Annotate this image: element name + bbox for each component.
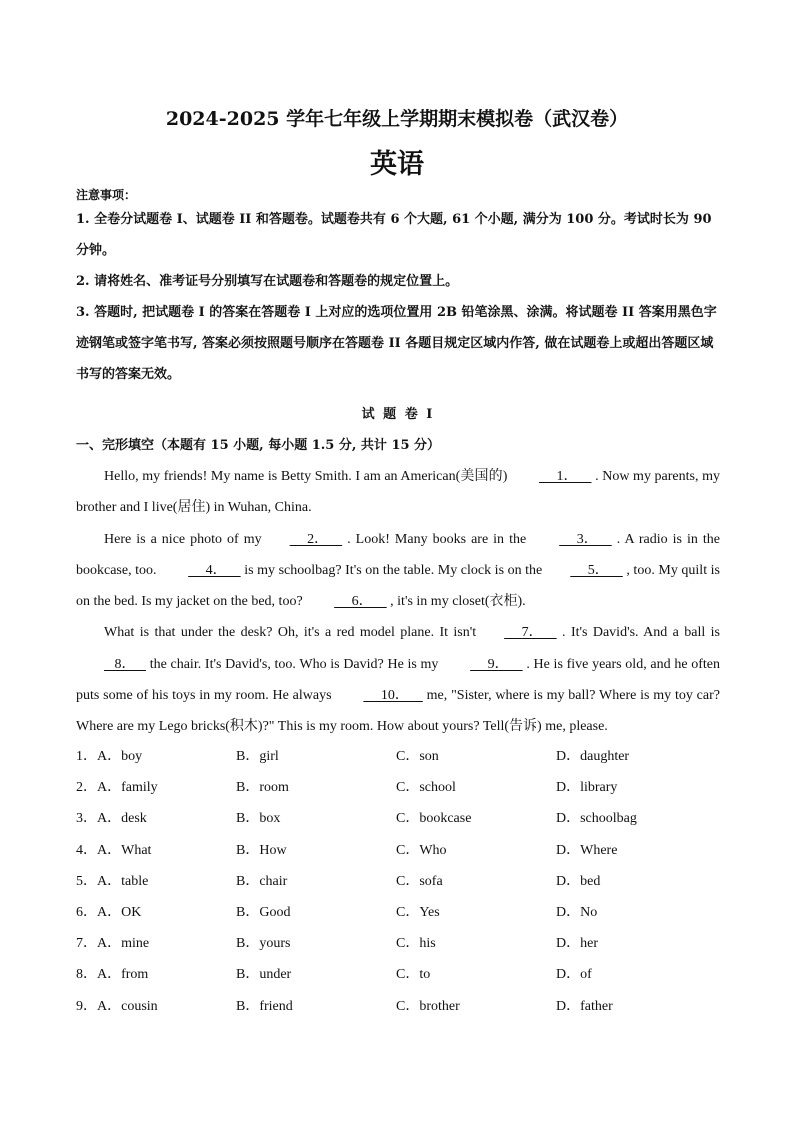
question-options-6 bbox=[76, 897, 736, 928]
option-a: 6．A．OK bbox=[76, 904, 142, 920]
option-c: C．to bbox=[396, 967, 431, 983]
blank-2: 2． bbox=[289, 531, 343, 547]
option-c: C．Who bbox=[396, 842, 447, 858]
passage-text: me, "Sister, where is my ball? Where is my toy car? Where are my Lego bricks(积木)?" This is my room. How about yours? Tell(告诉) me, please. bbox=[76, 688, 720, 735]
subject-title: 英语 bbox=[370, 149, 424, 180]
option-c: C．his bbox=[396, 936, 436, 952]
passage-text: . A radio is in the bookcase, too. bbox=[76, 531, 720, 578]
option-a: 7．A．mine bbox=[76, 936, 150, 952]
option-d: D．of bbox=[556, 967, 592, 983]
options-list bbox=[76, 741, 736, 1022]
passage-paragraph-2 bbox=[76, 524, 720, 618]
passage-text: Hello, my friends! My name is Betty Smith. I am an American(美国的) bbox=[104, 469, 511, 484]
option-b: B．girl bbox=[236, 749, 279, 764]
blank-4: 4． bbox=[188, 562, 241, 578]
question-options-5 bbox=[76, 866, 736, 897]
option-b: B．yours bbox=[236, 936, 291, 952]
question-options-8 bbox=[76, 959, 736, 990]
option-d: D．father bbox=[556, 998, 613, 1014]
question-options-2 bbox=[76, 772, 736, 803]
note-item-2: 2. 请将姓名、准考证号分别填写在试题卷和答题卷的规定位置上。 bbox=[76, 274, 459, 289]
question-options-9 bbox=[76, 991, 736, 1022]
option-c: C．sofa bbox=[396, 873, 443, 889]
passage-text: , too. My quilt is on the bed. Is my jacket on the bed, too? bbox=[76, 562, 720, 610]
blank-9: 9． bbox=[470, 656, 523, 672]
option-a: 3．A．desk bbox=[76, 811, 147, 827]
option-b: B．box bbox=[236, 811, 281, 827]
question-options-4 bbox=[76, 835, 736, 866]
passage-text: , it's in my closet(衣柜). bbox=[386, 594, 526, 610]
option-d: D．No bbox=[556, 904, 598, 920]
option-b: B．room bbox=[236, 780, 289, 796]
option-c: C．Yes bbox=[396, 904, 440, 920]
option-d: D．daughter bbox=[556, 749, 630, 764]
passage-text: Here is a nice photo of my bbox=[104, 531, 262, 547]
option-d: D．schoolbag bbox=[556, 811, 637, 827]
question-options-3 bbox=[76, 803, 736, 834]
option-b: B．under bbox=[236, 967, 292, 983]
blank-7: 7． bbox=[504, 625, 557, 641]
option-b: B．chair bbox=[236, 873, 288, 889]
question-options-1 bbox=[76, 741, 736, 772]
note-item-3: 3. 答题时, 把试题卷 I 的答案在答题卷 I 上对应的选项位置用 2B 铅笔涂黑、涂满。将试题卷 II 答案用黑色字迹钢笔或签字笔书写, 答案必须按照题号顺序在答题卷 II 各题目规定区域内作答, 做在试题卷上或超出答题区域书写的答案无效。 bbox=[76, 305, 717, 382]
passage-text: . Now my parents, my brother and I live(居住) in Wuhan, China. bbox=[76, 469, 720, 516]
passage-paragraph-1 bbox=[76, 461, 720, 524]
option-a: 9．A．cousin bbox=[76, 998, 158, 1014]
option-a: 8．A．from bbox=[76, 967, 149, 983]
option-c: C．son bbox=[396, 749, 439, 764]
option-c: C．bookcase bbox=[396, 811, 472, 827]
passage-text: is my schoolbag? It's on the table. My clock is on the bbox=[240, 562, 543, 578]
part-heading: 一、完形填空（本题有 15 小题, 每小题 1.5 分, 共计 15 分） bbox=[76, 438, 441, 453]
note-item-1: 1. 全卷分试题卷 I、试题卷 II 和答题卷。试题卷共有 6 个大题, 61 个小题, 满分为 100 分。考试时长为 90 分钟。 bbox=[76, 212, 712, 258]
option-d: D．Where bbox=[556, 842, 618, 858]
option-d: D．bed bbox=[556, 873, 601, 889]
notes-block bbox=[76, 186, 718, 390]
passage-paragraph-3 bbox=[76, 617, 720, 742]
option-a: 1．A．boy bbox=[76, 749, 143, 764]
option-a: 4．A．What bbox=[76, 842, 152, 858]
blank-5: 5． bbox=[570, 562, 623, 578]
option-b: B．Good bbox=[236, 904, 291, 920]
option-c: C．school bbox=[396, 780, 456, 796]
blank-10: 10． bbox=[363, 688, 423, 704]
option-d: D．library bbox=[556, 780, 618, 796]
option-d: D．her bbox=[556, 936, 598, 952]
question-options-7 bbox=[76, 928, 736, 959]
passage-text: . He is five years old, and he often puts some of his toys in my room. He always bbox=[76, 656, 720, 704]
passage-text: . It's David's. And a ball is bbox=[556, 625, 720, 641]
option-a: 2．A．family bbox=[76, 780, 158, 796]
passage-text: . Look! Many books are in the bbox=[342, 531, 532, 547]
section-title: 试 题 卷 I bbox=[361, 407, 433, 422]
blank-1: 1． bbox=[538, 469, 592, 484]
option-a: 5．A．table bbox=[76, 873, 149, 889]
notes-heading: 注意事项： bbox=[76, 188, 137, 202]
exam-title: 2024-2025 学年七年级上学期期末模拟卷（武汉卷） bbox=[165, 108, 629, 130]
blank-3: 3． bbox=[559, 531, 612, 547]
blank-8: 8． bbox=[104, 656, 146, 672]
option-b: B．friend bbox=[236, 998, 293, 1014]
blank-6: 6． bbox=[334, 594, 387, 610]
passage-text: the chair. It's David's, too. Who is David? He is my bbox=[146, 656, 443, 672]
passage-text: What is that under the desk? Oh, it's a red model plane. It isn't bbox=[104, 625, 477, 641]
option-c: C．brother bbox=[396, 998, 460, 1014]
cloze-passage bbox=[76, 461, 720, 743]
option-b: B．How bbox=[236, 842, 287, 858]
